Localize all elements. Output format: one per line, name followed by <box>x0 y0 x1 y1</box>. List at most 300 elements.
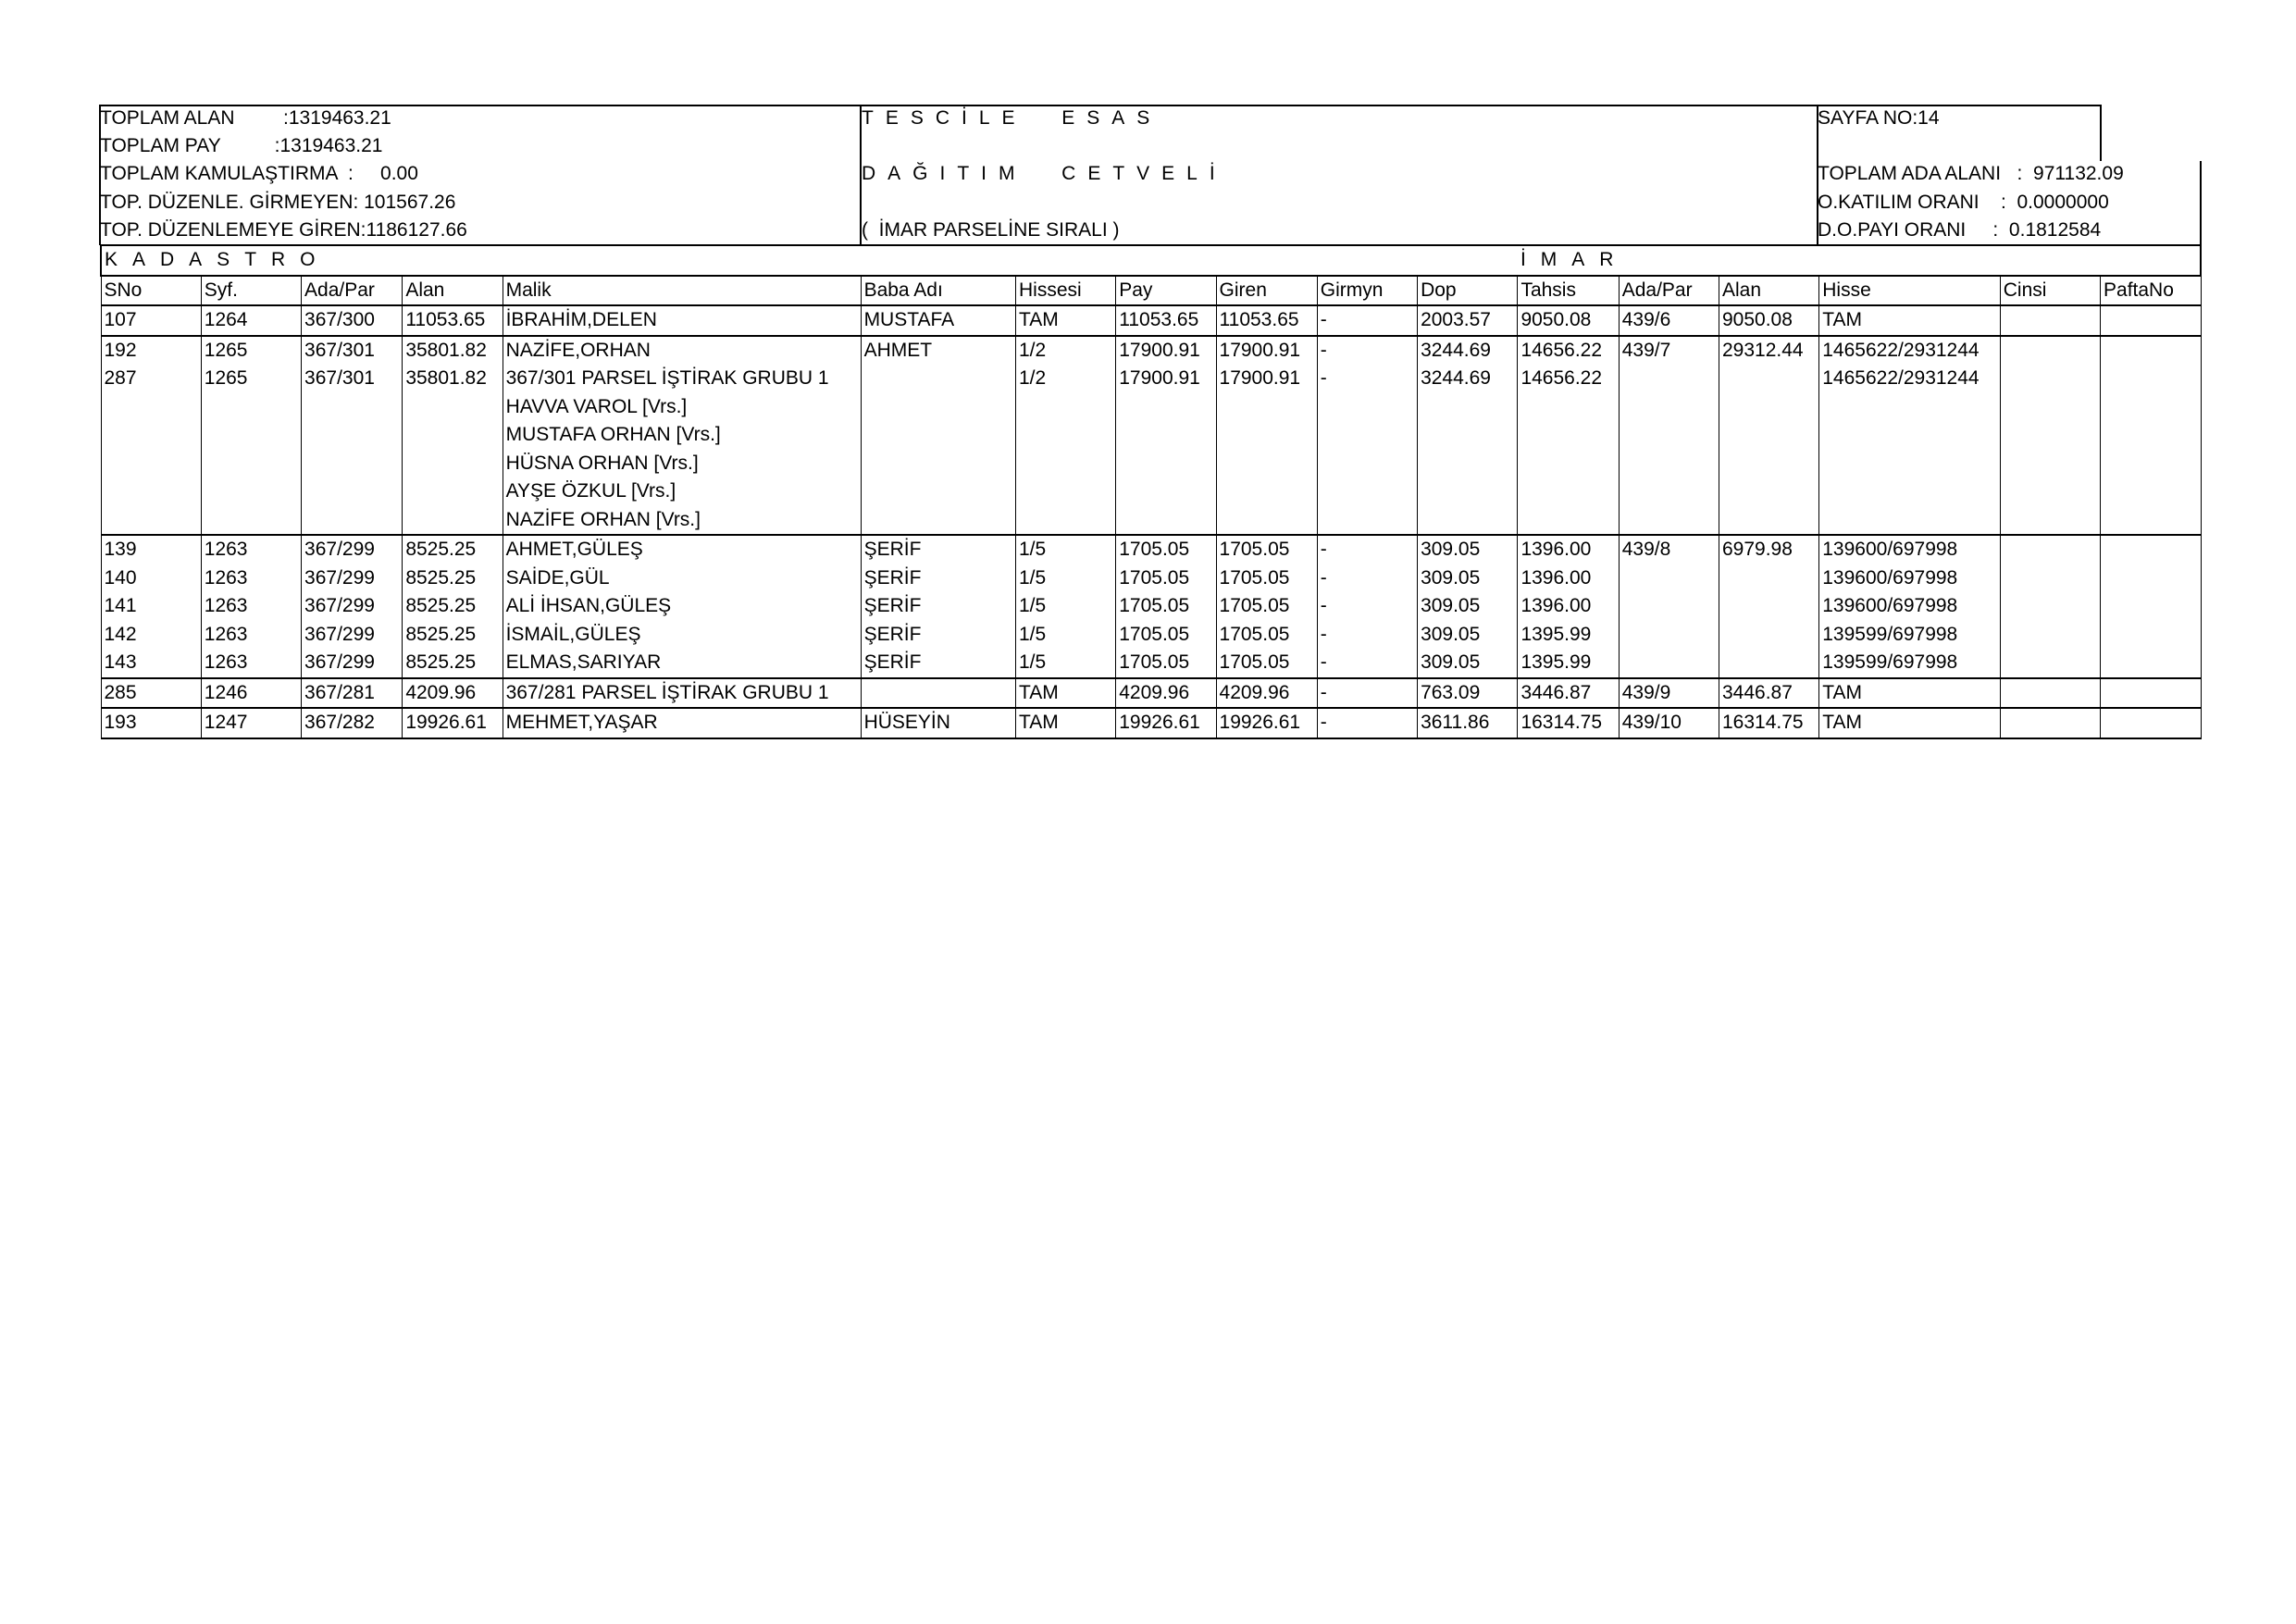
table-cell <box>1317 421 1417 450</box>
table-cell <box>1819 421 2001 450</box>
table-cell: 287 <box>101 365 201 393</box>
table-cell: 19926.61 <box>403 708 503 738</box>
table-cell: 141 <box>101 592 201 621</box>
table-cell <box>2000 421 2100 450</box>
table-cell <box>1116 393 1216 422</box>
table-cell: 4209.96 <box>1116 678 1216 709</box>
table-cell <box>1317 393 1417 422</box>
table-cell: SAİDE,GÜL <box>503 564 861 593</box>
table-cell: 439/10 <box>1619 708 1719 738</box>
table-cell <box>2101 708 2201 738</box>
table-row <box>101 506 2201 536</box>
table-cell <box>1619 506 1719 536</box>
table-cell <box>1619 365 1719 393</box>
table-cell: 1465622/2931244 <box>1819 365 2001 393</box>
table-body <box>101 245 2201 738</box>
table-cell: 367/282 <box>302 708 403 738</box>
table-cell: NAZİFE,ORHAN <box>503 336 861 366</box>
table-cell <box>201 393 301 422</box>
table-cell <box>2101 678 2201 709</box>
column-header-row <box>101 276 2201 306</box>
table-cell: MUSTAFA <box>861 305 1015 336</box>
page-number: SAYFA NO:14 <box>1818 107 1940 129</box>
table-cell: İSMAİL,GÜLEŞ <box>503 621 861 650</box>
table-cell <box>1317 450 1417 478</box>
table-cell <box>1317 477 1417 506</box>
table-cell <box>2000 592 2100 621</box>
table-cell <box>861 365 1015 393</box>
table-cell <box>201 421 301 450</box>
table-cell: 11053.65 <box>1116 305 1216 336</box>
table-cell <box>1518 421 1619 450</box>
table-cell: - <box>1317 365 1417 393</box>
table-cell: 439/9 <box>1619 678 1719 709</box>
table-cell: 367/301 <box>302 336 403 366</box>
table-cell: 1705.05 <box>1216 621 1317 650</box>
table-cell: 16314.75 <box>1518 708 1619 738</box>
column-header: Cinsi <box>2000 276 2100 306</box>
table-cell <box>1015 506 1115 536</box>
table-cell: 439/7 <box>1619 336 1719 366</box>
table-cell <box>1719 649 1818 678</box>
table-cell: 193 <box>101 708 201 738</box>
table-row <box>101 592 2201 621</box>
table-cell: 19926.61 <box>1116 708 1216 738</box>
table-cell <box>1216 506 1317 536</box>
table-row <box>101 365 2201 393</box>
table-cell <box>1719 421 1818 450</box>
table-cell <box>861 506 1015 536</box>
table-cell: - <box>1317 305 1417 336</box>
table-cell: 1705.05 <box>1216 535 1317 564</box>
table-cell: 1263 <box>201 649 301 678</box>
table-cell <box>302 393 403 422</box>
table-cell: ŞERİF <box>861 592 1015 621</box>
table-cell <box>302 450 403 478</box>
table-cell: - <box>1317 678 1417 709</box>
table-cell <box>2000 365 2100 393</box>
table-cell <box>403 421 503 450</box>
table-cell: 1705.05 <box>1116 621 1216 650</box>
table-cell: 6979.98 <box>1719 535 1818 564</box>
table-row <box>101 305 2201 336</box>
table-cell: 29312.44 <box>1719 336 1818 366</box>
table-cell: TAM <box>1015 708 1115 738</box>
table-cell: 11053.65 <box>1216 305 1317 336</box>
table-row <box>101 621 2201 650</box>
table-cell <box>2000 393 2100 422</box>
table-cell: 8525.25 <box>403 535 503 564</box>
table-cell <box>1819 450 2001 478</box>
table-cell: - <box>1317 336 1417 366</box>
table-cell <box>1518 393 1619 422</box>
table-cell: 1705.05 <box>1116 564 1216 593</box>
table-cell: 1396.00 <box>1518 535 1619 564</box>
table-cell: 1/5 <box>1015 649 1115 678</box>
table-cell <box>2000 336 2100 366</box>
table-cell: 8525.25 <box>403 564 503 593</box>
table-cell <box>2000 506 2100 536</box>
table-cell: 309.05 <box>1418 649 1518 678</box>
table-cell <box>1116 450 1216 478</box>
table-cell <box>1819 393 2001 422</box>
table-cell: 17900.91 <box>1116 365 1216 393</box>
table-cell <box>1216 421 1317 450</box>
table-cell <box>2101 450 2201 478</box>
table-cell: 367/299 <box>302 592 403 621</box>
table-cell <box>1518 450 1619 478</box>
table-cell: 1265 <box>201 336 301 366</box>
table-cell <box>1418 450 1518 478</box>
table-row <box>101 708 2201 738</box>
table-cell: 1265 <box>201 365 301 393</box>
column-header: Malik <box>503 276 861 306</box>
table-cell <box>1719 506 1818 536</box>
table-cell: 439/8 <box>1619 535 1719 564</box>
column-header: Pay <box>1116 276 1216 306</box>
table-cell <box>201 450 301 478</box>
table-cell <box>2000 535 2100 564</box>
table-cell <box>2000 305 2100 336</box>
table-cell <box>2000 621 2100 650</box>
table-cell <box>1719 393 1818 422</box>
table-cell <box>1619 393 1719 422</box>
table-cell: 367/300 <box>302 305 403 336</box>
table-row <box>101 336 2201 366</box>
table-cell <box>1619 450 1719 478</box>
table-cell: HAVVA VAROL [Vrs.] <box>503 393 861 422</box>
table-cell: 8525.25 <box>403 649 503 678</box>
table-cell: HÜSEYİN <box>861 708 1015 738</box>
table-cell: 1263 <box>201 564 301 593</box>
table-cell: 140 <box>101 564 201 593</box>
table-cell: AHMET,GÜLEŞ <box>503 535 861 564</box>
table-cell: 192 <box>101 336 201 366</box>
table-cell <box>403 450 503 478</box>
do-share-rate: D.O.PAYI ORANI : 0.1812584 <box>1818 219 2102 241</box>
table-cell <box>2000 678 2100 709</box>
table-cell <box>1015 477 1115 506</box>
table-cell <box>302 477 403 506</box>
table-cell: 1705.05 <box>1216 649 1317 678</box>
table-cell <box>2101 477 2201 506</box>
table-cell <box>1418 421 1518 450</box>
table-cell: 367/301 PARSEL İŞTİRAK GRUBU 1 <box>503 365 861 393</box>
table-cell: 1/5 <box>1015 621 1115 650</box>
table-cell: - <box>1317 708 1417 738</box>
table-cell: AHMET <box>861 336 1015 366</box>
table-cell <box>1216 450 1317 478</box>
table-cell: 139600/697998 <box>1819 535 2001 564</box>
table-cell: 1705.05 <box>1216 592 1317 621</box>
participation-rate: O.KATILIM ORANI : 0.0000000 <box>1818 192 2109 213</box>
table-cell: 285 <box>101 678 201 709</box>
table-cell: 1264 <box>201 305 301 336</box>
table-cell: 35801.82 <box>403 336 503 366</box>
table-cell: 1705.05 <box>1116 649 1216 678</box>
table-cell <box>1619 421 1719 450</box>
section-imar: İMAR <box>1518 245 2201 276</box>
table-cell: 139599/697998 <box>1819 621 2001 650</box>
table-cell <box>101 506 201 536</box>
column-header: Dop <box>1418 276 1518 306</box>
table-cell: 1/2 <box>1015 336 1115 366</box>
table-cell: 309.05 <box>1418 621 1518 650</box>
column-header: Ada/Par <box>302 276 403 306</box>
table-cell: ELMAS,SARIYAR <box>503 649 861 678</box>
table-cell: 1705.05 <box>1216 564 1317 593</box>
table-cell: ŞERİF <box>861 621 1015 650</box>
column-header: Alan <box>1719 276 1818 306</box>
table-cell: 35801.82 <box>403 365 503 393</box>
table-cell <box>1418 393 1518 422</box>
table-cell: 16314.75 <box>1719 708 1818 738</box>
table-cell: TAM <box>1819 708 2001 738</box>
table-cell <box>2101 564 2201 593</box>
table-cell <box>2101 535 2201 564</box>
table-cell <box>1418 477 1518 506</box>
table-cell: 439/6 <box>1619 305 1719 336</box>
table-cell <box>201 477 301 506</box>
table-row <box>101 535 2201 564</box>
table-cell: TAM <box>1819 305 2001 336</box>
table-cell <box>1116 421 1216 450</box>
table-cell: ALİ İHSAN,GÜLEŞ <box>503 592 861 621</box>
table-cell <box>1216 477 1317 506</box>
column-header: Girmyn <box>1317 276 1417 306</box>
table-cell: - <box>1317 592 1417 621</box>
table-row <box>101 421 2201 450</box>
table-cell: 1/5 <box>1015 535 1115 564</box>
table-cell: - <box>1317 535 1417 564</box>
table-cell: 11053.65 <box>403 305 503 336</box>
table-cell: 3244.69 <box>1418 365 1518 393</box>
column-header: SNo <box>101 276 201 306</box>
table-cell: 19926.61 <box>1216 708 1317 738</box>
table-cell: ŞERİF <box>861 535 1015 564</box>
table-cell: 14656.22 <box>1518 336 1619 366</box>
table-cell <box>1518 477 1619 506</box>
table-cell: 1396.00 <box>1518 564 1619 593</box>
table-cell <box>1116 506 1216 536</box>
table-cell <box>1619 564 1719 593</box>
table-cell: 1705.05 <box>1116 592 1216 621</box>
table-cell: MUSTAFA ORHAN [Vrs.] <box>503 421 861 450</box>
table-cell: 309.05 <box>1418 592 1518 621</box>
table-cell <box>2000 649 2100 678</box>
document-title-line1: TESCİLE ESAS <box>862 107 1162 129</box>
table-cell: 8525.25 <box>403 621 503 650</box>
table-cell <box>1518 506 1619 536</box>
table-cell: 1395.99 <box>1518 621 1619 650</box>
table-cell <box>302 421 403 450</box>
table-cell: 143 <box>101 649 201 678</box>
table-cell: 139599/697998 <box>1819 649 2001 678</box>
section-band <box>101 245 2201 276</box>
table-cell <box>1719 621 1818 650</box>
table-cell: 1705.05 <box>1116 535 1216 564</box>
header-not-included: TOP. DÜZENLE. GİRMEYEN: 101567.26 <box>100 192 456 213</box>
table-cell: 3446.87 <box>1518 678 1619 709</box>
table-row <box>101 477 2201 506</box>
table-cell <box>1819 477 2001 506</box>
table-cell: 1246 <box>201 678 301 709</box>
table-cell: 17900.91 <box>1116 336 1216 366</box>
column-header: Alan <box>403 276 503 306</box>
table-cell: 8525.25 <box>403 592 503 621</box>
table-cell: 1396.00 <box>1518 592 1619 621</box>
table-row <box>101 649 2201 678</box>
column-header: PaftaNo <box>2101 276 2201 306</box>
table-cell <box>1015 393 1115 422</box>
table-cell: 1263 <box>201 592 301 621</box>
table-cell: 309.05 <box>1418 535 1518 564</box>
table-cell <box>403 477 503 506</box>
table-cell <box>302 506 403 536</box>
table-cell: TAM <box>1819 678 2001 709</box>
column-header: Ada/Par <box>1619 276 1719 306</box>
table-cell: 2003.57 <box>1418 305 1518 336</box>
table-cell: 367/299 <box>302 535 403 564</box>
table-cell <box>2101 393 2201 422</box>
table-cell: 3446.87 <box>1719 678 1818 709</box>
table-cell: İBRAHİM,DELEN <box>503 305 861 336</box>
table-cell: 4209.96 <box>1216 678 1317 709</box>
table-cell <box>2000 450 2100 478</box>
table-cell: 1/5 <box>1015 564 1115 593</box>
table-cell: 367/299 <box>302 621 403 650</box>
table-cell <box>861 477 1015 506</box>
total-block-area: TOPLAM ADA ALANI : 971132.09 <box>1818 163 2124 184</box>
table-cell <box>2000 708 2100 738</box>
table-cell <box>1216 393 1317 422</box>
table-cell <box>1719 564 1818 593</box>
table-cell: 1/2 <box>1015 365 1115 393</box>
column-header: Hisse <box>1819 276 2001 306</box>
table-cell <box>101 450 201 478</box>
table-cell: 367/299 <box>302 649 403 678</box>
table-row <box>101 678 2201 709</box>
table-cell: 1465622/2931244 <box>1819 336 2001 366</box>
column-header: Baba Adı <box>861 276 1015 306</box>
table-cell <box>2101 336 2201 366</box>
table-cell <box>1619 621 1719 650</box>
table-cell <box>2101 649 2201 678</box>
table-cell: 763.09 <box>1418 678 1518 709</box>
table-cell <box>861 678 1015 709</box>
table-cell <box>201 506 301 536</box>
table-cell: 309.05 <box>1418 564 1518 593</box>
table-cell <box>861 450 1015 478</box>
table-cell: 1263 <box>201 621 301 650</box>
table-cell <box>1619 477 1719 506</box>
table-cell <box>101 477 201 506</box>
table-cell <box>101 393 201 422</box>
table-cell: 367/281 <box>302 678 403 709</box>
table-cell: TAM <box>1015 678 1115 709</box>
table-cell <box>1418 506 1518 536</box>
header-included: TOP. DÜZENLEMEYE GİREN:1186127.66 <box>100 219 467 241</box>
table-cell: 17900.91 <box>1216 365 1317 393</box>
table-cell: 139600/697998 <box>1819 564 2001 593</box>
table-cell: MEHMET,YAŞAR <box>503 708 861 738</box>
column-header: Giren <box>1216 276 1317 306</box>
table-cell <box>2101 365 2201 393</box>
header-total-share: TOPLAM PAY :1319463.21 <box>100 135 383 156</box>
table-cell: 367/299 <box>302 564 403 593</box>
table-cell: 1247 <box>201 708 301 738</box>
document-subtitle: ( İMAR PARSELİNE SIRALI ) <box>862 219 1120 241</box>
table-cell: 142 <box>101 621 201 650</box>
table-cell <box>1116 477 1216 506</box>
table-cell <box>1719 592 1818 621</box>
table-cell <box>1317 506 1417 536</box>
header-right-border <box>2200 161 2202 245</box>
table-cell: 107 <box>101 305 201 336</box>
table-cell: AYŞE ÖZKUL [Vrs.] <box>503 477 861 506</box>
table-cell <box>2101 506 2201 536</box>
table-cell <box>101 421 201 450</box>
table-cell <box>2000 477 2100 506</box>
table-cell <box>861 393 1015 422</box>
table-cell <box>1619 592 1719 621</box>
table-cell: 3244.69 <box>1418 336 1518 366</box>
table-cell: 9050.08 <box>1518 305 1619 336</box>
report-header <box>100 105 2200 244</box>
table-cell: - <box>1317 649 1417 678</box>
table-cell <box>1719 365 1818 393</box>
table-cell: 9050.08 <box>1719 305 1818 336</box>
table-cell: 367/301 <box>302 365 403 393</box>
header-total-expropriation: TOPLAM KAMULAŞTIRMA : 0.00 <box>100 163 418 184</box>
table-row <box>101 393 2201 422</box>
table-row <box>101 450 2201 478</box>
table-cell <box>1619 649 1719 678</box>
table-cell <box>1015 421 1115 450</box>
table-cell: 1395.99 <box>1518 649 1619 678</box>
table-cell <box>1015 450 1115 478</box>
table-cell: 1/5 <box>1015 592 1115 621</box>
table-row <box>101 564 2201 593</box>
column-header: Tahsis <box>1518 276 1619 306</box>
table-cell: 139 <box>101 535 201 564</box>
document-title-line2: DAĞITIM CETVELİ <box>862 163 1227 184</box>
column-header: Hissesi <box>1015 276 1115 306</box>
header-total-area: TOPLAM ALAN :1319463.21 <box>100 107 391 129</box>
table-cell: 139600/697998 <box>1819 592 2001 621</box>
table-cell: 4209.96 <box>403 678 503 709</box>
table-cell <box>861 421 1015 450</box>
table-cell: - <box>1317 564 1417 593</box>
table-cell <box>2000 564 2100 593</box>
table-cell <box>2101 621 2201 650</box>
distribution-table <box>100 244 2202 739</box>
table-cell <box>2101 592 2201 621</box>
table-cell <box>2101 421 2201 450</box>
table-cell <box>2101 305 2201 336</box>
table-cell <box>1819 506 2001 536</box>
table-cell: HÜSNA ORHAN [Vrs.] <box>503 450 861 478</box>
table-cell: TAM <box>1015 305 1115 336</box>
table-cell: ŞERİF <box>861 649 1015 678</box>
table-cell <box>1719 450 1818 478</box>
table-cell <box>1719 477 1818 506</box>
table-cell: 17900.91 <box>1216 336 1317 366</box>
table-cell: 14656.22 <box>1518 365 1619 393</box>
column-header: Syf. <box>201 276 301 306</box>
table-cell: 3611.86 <box>1418 708 1518 738</box>
table-cell: NAZİFE ORHAN [Vrs.] <box>503 506 861 536</box>
